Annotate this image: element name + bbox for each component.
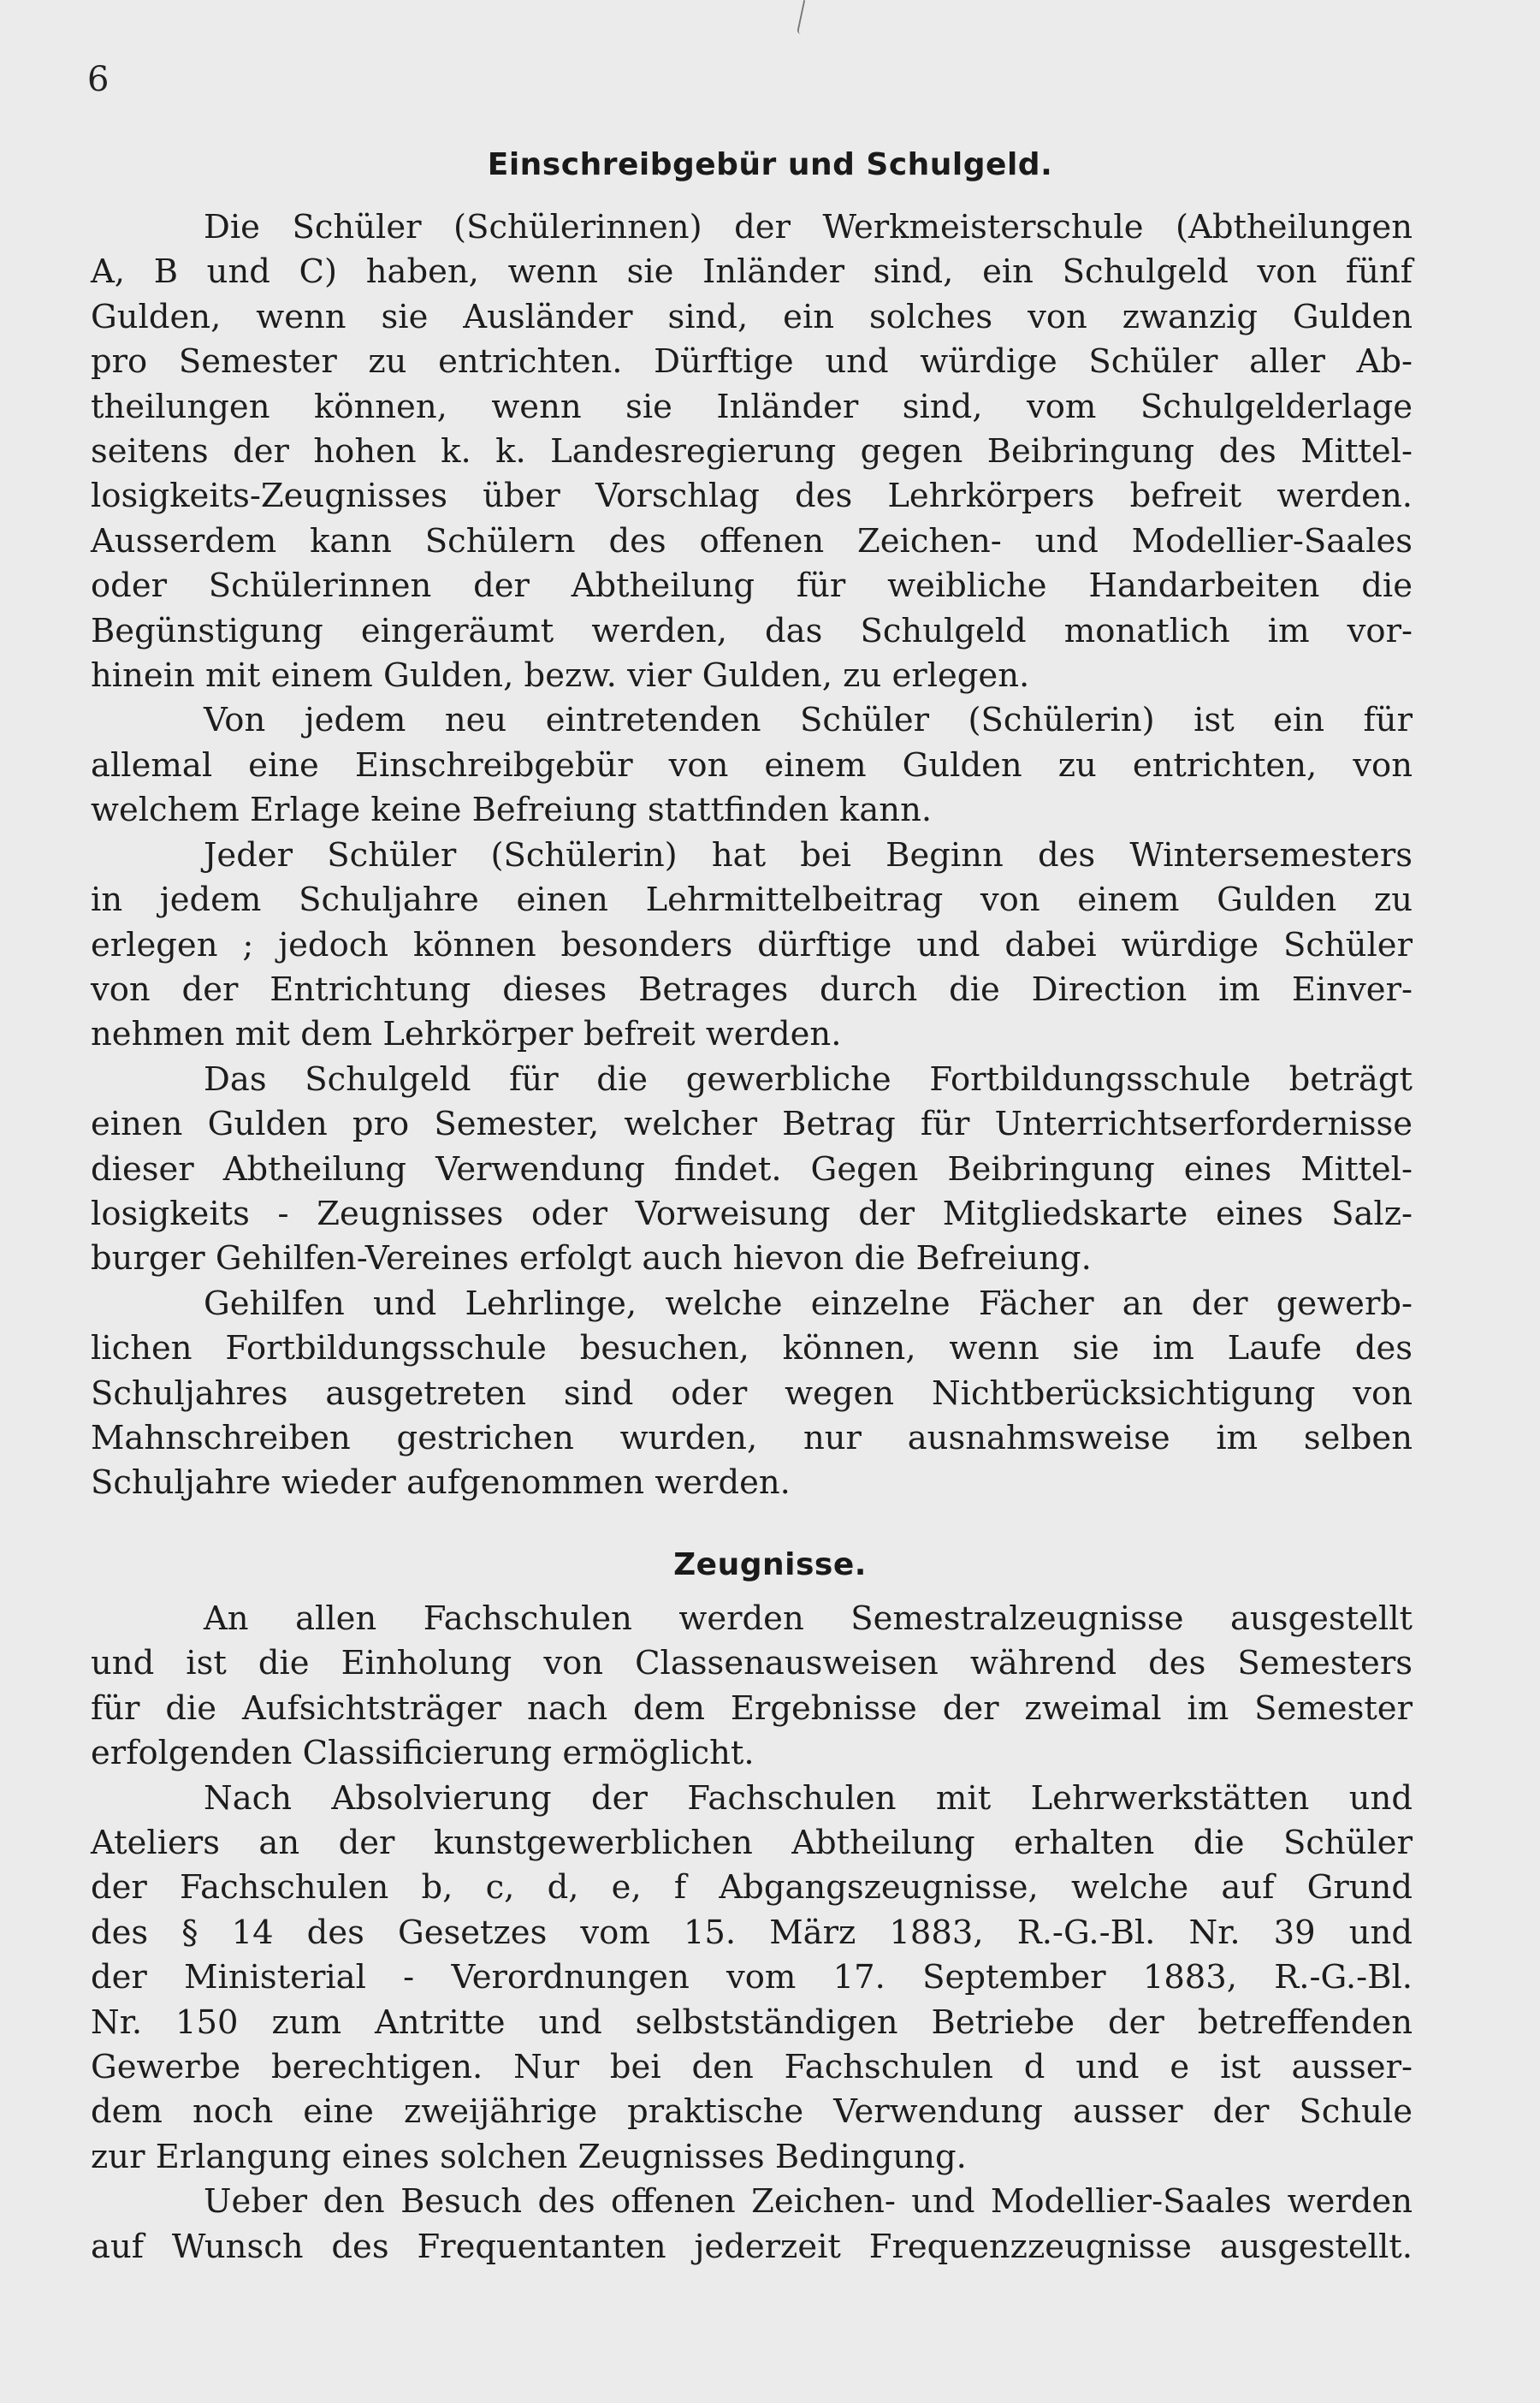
text-line: Ateliers an der kunstgewerblichen Abtheilung erhalten die Schüler bbox=[91, 1824, 1413, 1863]
section-heading-certificates: Zeugnisse. bbox=[673, 1547, 867, 1582]
text-line: Die Schüler (Schülerinnen) der Werkmeisterschule (Abtheilungen bbox=[204, 208, 1413, 246]
text-line: auf Wunsch des Frequentanten jederzeit Frequenzzeugnisse ausgestellt. bbox=[91, 2227, 1413, 2266]
scan-mark bbox=[797, 0, 808, 34]
text-line: Nach Absolvierung der Fachschulen mit Lehrwerkstätten und bbox=[204, 1778, 1413, 1818]
text-line: Gehilfen und Lehrlinge, welche einzelne Fächer an der gewerb- bbox=[204, 1284, 1413, 1323]
text-line: einen Gulden pro Semester, welcher Betrag für Unterrichtserfordernisse bbox=[91, 1105, 1413, 1144]
text-line: Von jedem neu eintretenden Schüler (Schülerin) ist ein für bbox=[204, 701, 1413, 740]
text-line: losigkeits-Zeugnisses über Vorschlag des Lehrkörpers befreit werden. bbox=[91, 477, 1413, 516]
text-line: seitens der hohen k. k. Landesregierung gegen Beibringung des Mittel- bbox=[91, 432, 1413, 472]
text-line: von der Entrichtung dieses Betrages durch die Direction im Einver- bbox=[91, 970, 1413, 1009]
section-heading-fees: Einschreibgebür und Schulgeld. bbox=[487, 147, 1053, 182]
text-line: Ueber den Besuch des offenen Zeichen- und Modellier-Saales werden bbox=[204, 2182, 1413, 2222]
text-line: zur Erlangung eines solchen Zeugnisses Bedingung. bbox=[91, 2137, 967, 2176]
text-line: welchem Erlage keine Befreiung stattfinden kann. bbox=[91, 791, 933, 830]
text-line: allemal eine Einschreibgebür von einem Gulden zu entrichten, von bbox=[91, 745, 1413, 785]
page-number: 6 bbox=[87, 60, 110, 99]
text-line: für die Aufsichtsträger nach dem Ergebnisse der zweimal im Semester bbox=[91, 1688, 1413, 1728]
text-line: in jedem Schuljahre einen Lehrmittelbeitrag von einem Gulden zu bbox=[91, 881, 1413, 920]
text-line: lichen Fortbildungsschule besuchen, können, wenn sie im Laufe des bbox=[91, 1329, 1413, 1368]
text-line: theilungen können, wenn sie Inländer sind, vom Schulgelderlage bbox=[91, 387, 1413, 426]
text-line: Schuljahre wieder aufgenommen werden. bbox=[91, 1463, 791, 1503]
text-line: dem noch eine zweijährige praktische Verwendung ausser der Schule bbox=[91, 2092, 1413, 2132]
text-line: oder Schülerinnen der Abtheilung für weibliche Handarbeiten die bbox=[91, 567, 1413, 606]
text-line: Mahnschreiben gestrichen wurden, nur ausnahmsweise im selben bbox=[91, 1418, 1413, 1457]
text-line: Jeder Schüler (Schülerin) hat bei Beginn des Wintersemesters bbox=[204, 835, 1413, 875]
text-line: Das Schulgeld für die gewerbliche Fortbildungsschule beträgt bbox=[204, 1059, 1413, 1099]
text-line: und ist die Einholung von Classenausweisen während des Semesters bbox=[91, 1644, 1413, 1683]
text-line: Begünstigung eingeräumt werden, das Schulgeld monatlich im vor- bbox=[91, 611, 1413, 650]
text-line: Schuljahres ausgetreten sind oder wegen Nichtberücksichtigung von bbox=[91, 1374, 1413, 1413]
text-line: erfolgenden Classificierung ermöglicht. bbox=[91, 1734, 755, 1773]
text-line: Ausserdem kann Schülern des offenen Zeichen- und Modellier-Saales bbox=[91, 521, 1413, 561]
section-body-certificates bbox=[91, 1597, 1413, 2270]
text-line: nehmen mit dem Lehrkörper befreit werden. bbox=[91, 1015, 842, 1054]
text-line: der Fachschulen b, c, d, e, f Abgangszeugnisse, welche auf Grund bbox=[91, 1868, 1413, 1908]
text-line: Gewerbe berechtigen. Nur bei den Fachschulen d und e ist ausser- bbox=[91, 2048, 1413, 2087]
text-line: pro Semester zu entrichten. Dürftige und würdige Schüler aller Ab- bbox=[91, 342, 1413, 382]
text-line: dieser Abtheilung Verwendung findet. Gegen Beibringung eines Mittel- bbox=[91, 1149, 1413, 1189]
text-line: des § 14 des Gesetzes vom 15. März 1883, R.-G.-Bl. Nr. 39 und bbox=[91, 1913, 1413, 1952]
text-line: Nr. 150 zum Antritte und selbstständigen Betriebe der betreffenden bbox=[91, 2002, 1413, 2042]
text-line: losigkeits - Zeugnisses oder Vorweisung der Mitgliedskarte eines Salz- bbox=[91, 1194, 1413, 1233]
text-line: hinein mit einem Gulden, bezw. vier Gulden, zu erlegen. bbox=[91, 656, 1030, 696]
text-line: An allen Fachschulen werden Semestralzeugnisse ausgestellt bbox=[204, 1599, 1413, 1638]
section-body-fees bbox=[91, 205, 1413, 1506]
text-line: A, B und C) haben, wenn sie Inländer sind, ein Schulgeld von fünf bbox=[91, 252, 1413, 292]
text-line: der Ministerial - Verordnungen vom 17. September 1883, R.-G.-Bl. bbox=[91, 1958, 1413, 1997]
text-line: erlegen ; jedoch können besonders dürftige und dabei würdige Schüler bbox=[91, 925, 1413, 964]
text-line: Gulden, wenn sie Ausländer sind, ein solches von zwanzig Gulden bbox=[91, 297, 1413, 336]
text-line: burger Gehilfen-Vereines erfolgt auch hievon die Befreiung. bbox=[91, 1239, 1092, 1279]
